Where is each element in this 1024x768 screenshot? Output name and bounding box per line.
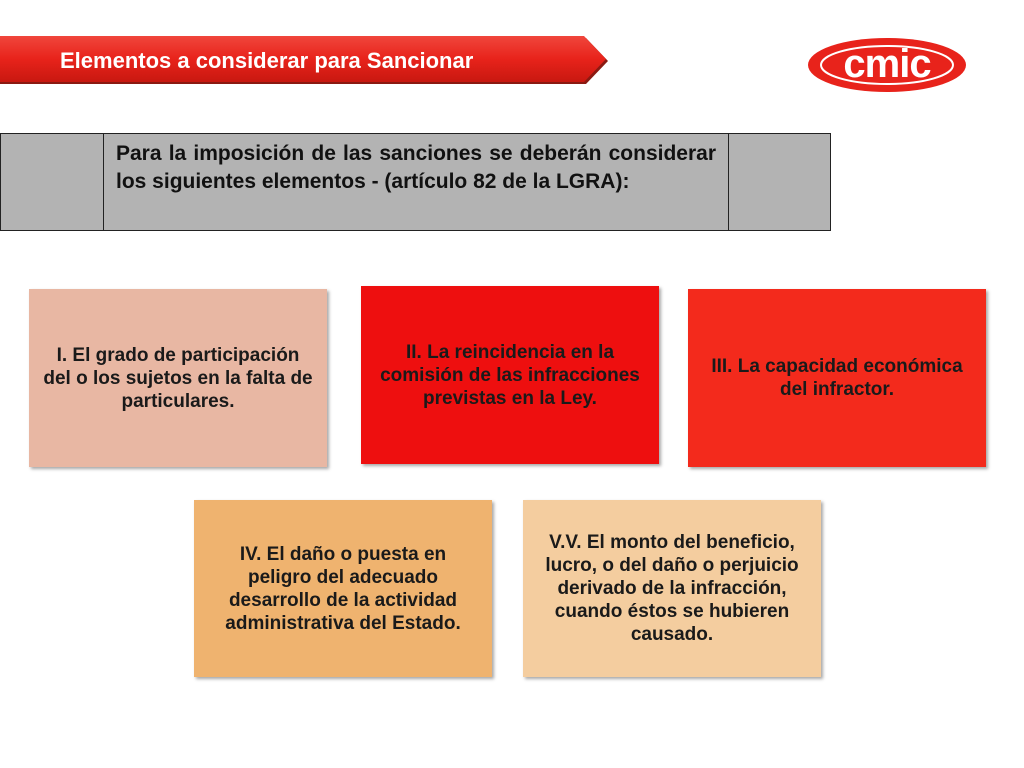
intro-right-panel [728,134,830,230]
element-card-text: II. La reincidencia en la comisión de las infracciones previstas en la Ley. [380,341,640,409]
element-card-5 [523,500,821,677]
element-card-2 [361,286,659,464]
intro-box [0,133,831,231]
intro-left-panel [1,134,104,230]
title-banner [0,36,610,86]
element-card-1 [29,289,327,467]
page-title: Elementos a considerar para Sancionar [60,48,474,73]
element-card-text: III. La capacidad económica del infractor. [711,356,963,400]
element-card-3 [688,289,986,467]
element-card-text: I. El grado de participación del o los sujetos en la falta de particulares. [43,344,313,412]
element-card-text: V.V. El monto del beneficio, lucro, o del daño o perjuicio derivado de la infracción, cuando éstos se hubieren causado. [545,532,799,645]
element-card-text: IV. El daño o puesta en peligro del adecuado desarrollo de la actividad administrativa del Estado. [225,543,461,634]
intro-text: Para la imposición de las sanciones se deberán considerar los siguientes elementos - (artículo 82 de la LGRA): [116,142,716,193]
cmic-logo [806,36,968,94]
element-card-4 [194,500,492,677]
logo-text: cmic [843,42,931,86]
